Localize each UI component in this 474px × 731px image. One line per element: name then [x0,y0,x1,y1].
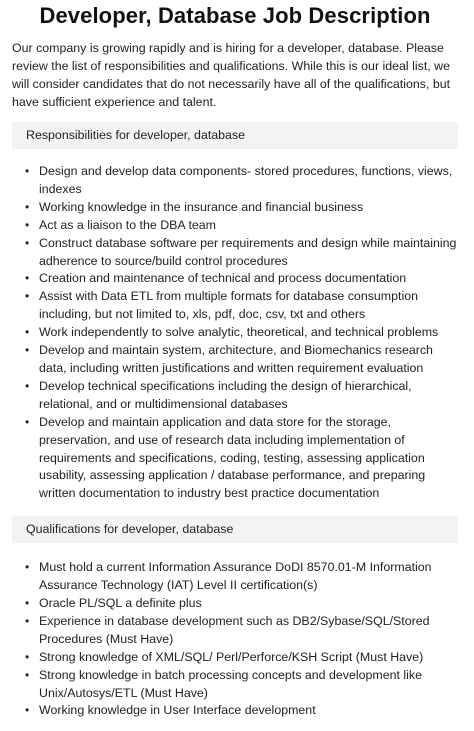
qualifications-header: Qualifications for developer, database [12,516,458,543]
list-item: • Working knowledge in the insurance and financial business [39,199,458,217]
list-item: • Develop and maintain system, architecture, and Biomechanics research data, including written justifications and written requirement evaluation [25,343,433,375]
list-item: • Creation and maintenance of technical and process documentation [39,270,458,288]
bullet-icon: • [25,217,30,232]
bullet-icon: • [25,613,30,628]
bullet-icon: • [25,343,30,358]
page-title: Developer, Database Job Description [39,3,431,28]
bullet-icon: • [25,164,30,178]
responsibilities-header: Responsibilities for developer, database [12,122,458,149]
bullet-icon: • [25,271,30,286]
bullet-icon: • [25,649,30,664]
qualifications-list [12,559,458,720]
list-item: • Assist with Data ETL from multiple formats for database consumption including, but not limited to, xls, pdf, doc, csv, txt and others [25,289,418,322]
bullet-icon: • [25,560,30,575]
intro-paragraph: Our company is growing rapidly and is hiring for a developer, database. Please review the list of responsibilities and qualifications. While this is our ideal list, we will consider candidates that do not necessarily have all of the qualifications, but have sufficient experience and talent. [12,41,451,109]
list-item: • Strong knowledge in batch processing concepts and development like Unix/Autosys/ETL (Must Have) [25,667,422,700]
bullet-icon: • [25,667,30,682]
list-item: • Develop technical specifications including the design of hierarchical, relational, and or multidimensional databases [25,378,412,411]
bullet-icon: • [25,325,30,340]
bullet-icon: • [25,703,30,718]
list-item: • Act as a liaison to the DBA team [39,217,458,235]
bullet-icon: • [25,378,30,393]
list-item: • Oracle PL/SQL a definite plus [39,595,458,613]
bullet-icon: • [25,414,30,429]
responsibilities-list [12,163,458,503]
list-item: • Must hold a current Information Assurance DoDI 8570.01-M Information Assurance Technology (IAT) Level II certification(s) [25,560,432,593]
bullet-icon: • [25,235,30,250]
list-item: • Construct database software per requirements and design while maintaining adherence to source/build control procedures [25,235,457,268]
list-item: • Design and develop data components- stored procedures, functions, views, indexes [25,164,453,196]
list-item: • Experience in database development such as DB2/Sybase/SQL/Stored Procedures (Must Have) [25,613,430,646]
bullet-icon: • [25,596,30,611]
list-item: • Develop and maintain application and data store for the storage, preservation, and use of research data including implementation of requirements and specifications, coding, testing, assessing application usability, assessing application / database performance, and preparing written documentation to industry best practice documentation [25,414,426,501]
bullet-icon: • [25,199,30,214]
bullet-icon: • [25,289,30,304]
list-item: • Working knowledge in User Interface development [39,702,458,720]
list-item: • Strong knowledge of XML/SQL/ Perl/Perforce/KSH Script (Must Have) [39,649,458,667]
list-item: • Work independently to solve analytic, theoretical, and technical problems [39,324,458,342]
